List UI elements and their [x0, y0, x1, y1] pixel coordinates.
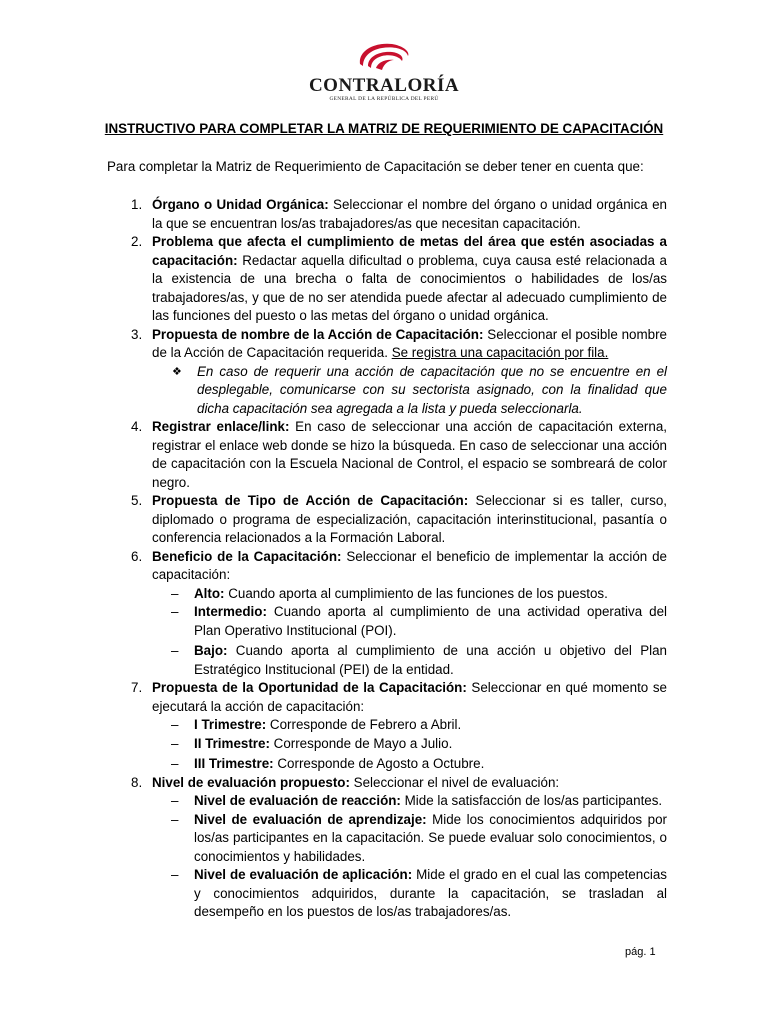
item-label: Nivel de evaluación propuesto:: [152, 774, 350, 790]
item-text: Redactar aquella dificultad o problema, cuya causa esté relacionada a la existencia de una brecha o falta de conocimientos o habilidades de los/as trabajadores/as, y que de no ser atendida puede afectar al adecuado cumplimiento de las funciones del puesto o las metas del órgano o unidad orgánica.: [152, 252, 667, 323]
item-body: [152, 679, 667, 774]
item-label: Beneficio de la Capacitación:: [152, 548, 342, 564]
contraloria-emblem-icon: [354, 40, 414, 74]
item-text: Seleccionar si es taller, curso, diplomado o programa de especialización, capacitación interinstitucional, pasantía o conferencia relacionados a la Formación Laboral.: [152, 493, 668, 545]
item-underlined-text: Se registra una capacitación por fila.: [391, 345, 609, 360]
sub-item: [171, 735, 667, 754]
sub-item: [171, 716, 667, 735]
sub-item-text: Mide el grado en el cual las competencias y conocimientos adquiridos, durante la capacitación, se trasladan al desempeño en los puestos de los/as trabajadores/as.: [194, 867, 668, 919]
item-text: Seleccionar el nivel de evaluación:: [349, 774, 560, 790]
item-number: 5.: [131, 493, 143, 508]
item-label: Propuesta de la Oportunidad de la Capacitación:: [152, 680, 467, 695]
sub-item-label: III Trimestre:: [194, 756, 274, 771]
item-number: 3.: [131, 326, 143, 342]
contraloria-logo: [0, 40, 768, 103]
item-label: Problema que afecta el cumplimiento de metas del área que estén asociadas a capacitación:: [152, 234, 667, 268]
sub-item: [171, 792, 667, 811]
item-text: Seleccionar el nombre del órgano o unidad orgánica en la que se encuentran los/as trabajadores/as que necesitan capacitación.: [152, 197, 667, 231]
sub-item-label: I Trimestre:: [194, 717, 267, 732]
instructions-list: [107, 196, 667, 922]
sub-item-text: Mide los conocimientos adquiridos por los/as participantes en la capacitación. Se puede evaluar solo conocimientos, o conocimientos y habilidades.: [194, 811, 667, 864]
item-number: 7.: [131, 680, 143, 695]
logo-name: CONTRALORÍA: [308, 75, 460, 96]
logo-subtitle: GENERAL DE LA REPÚBLICA DEL PERÚ: [329, 96, 439, 102]
item-text: En caso de seleccionar una acción de capacitación externa, registrar el enlace web donde se hizo la búsqueda. En caso de seleccionar una acción de capacitación con la Escuela Nacional de Control, el espacio se sombreará de color negro.: [152, 419, 667, 490]
dash-bullet: –: [171, 604, 179, 619]
item-label: Registrar enlace/link:: [152, 419, 290, 434]
list-item: [107, 326, 667, 419]
sub-item-text: Corresponde de Febrero a Abril.: [266, 717, 462, 732]
dash-bullet: –: [171, 811, 179, 827]
note-text: En caso de requerir una acción de capacitación que no se encuentre en el desplegable, comunicarse con su sectorista asignado, con la finalidad que dicha capacitación sea agregada a la lista y pueda seleccionarla.: [197, 363, 667, 416]
list-item: [107, 233, 667, 326]
dash-bullet: –: [171, 867, 179, 882]
sub-item-label: Nivel de evaluación de reacción:: [194, 793, 401, 808]
item-body: [152, 418, 667, 492]
item-body: [152, 326, 667, 419]
list-item: [107, 679, 667, 774]
list-item: [107, 196, 667, 233]
dash-bullet: –: [171, 756, 179, 771]
sub-item-label: Nivel de evaluación de aplicación:: [194, 867, 413, 882]
sub-item: [171, 811, 667, 867]
item-number: 1.: [131, 197, 143, 212]
item-number: 8.: [131, 774, 143, 790]
sub-item: [171, 603, 667, 640]
item-body: [152, 548, 667, 680]
item-body: [152, 233, 667, 326]
item-number: 6.: [131, 548, 143, 564]
sub-item: [171, 585, 667, 604]
list-item: [107, 548, 667, 680]
list-item: [107, 492, 667, 548]
intro-paragraph: Para completar la Matriz de Requerimiento de Capacitación se deber tener en cuenta que:: [107, 159, 644, 174]
dash-bullet: –: [171, 643, 179, 658]
item-label: Propuesta de nombre de la Acción de Capacitación:: [152, 326, 484, 342]
item-body: [152, 774, 667, 922]
item-body: [152, 196, 667, 233]
dash-bullet: –: [171, 585, 179, 601]
sub-item-text: Cuando aporta al cumplimiento de una acción u objetivo del Plan Estratégico Institucional (PEI) de la entidad.: [194, 643, 667, 677]
sub-item-text: Cuando aporta al cumplimiento de una actividad operativa del Plan Operativo Institucional (POI).: [194, 604, 667, 638]
sub-item: [171, 755, 667, 774]
sub-item-text: Corresponde de Mayo a Julio.: [269, 735, 453, 751]
list-item: [107, 418, 667, 492]
item-label: Órgano o Unidad Orgánica:: [152, 197, 329, 212]
list-item: [107, 774, 667, 922]
dash-bullet: –: [171, 717, 179, 732]
item-text: Seleccionar el beneficio de implementar la acción de capacitación:: [152, 548, 668, 582]
sub-item-label: Alto:: [194, 585, 225, 601]
diamond-bullet-icon: ❖: [172, 365, 182, 378]
page-number: pág. 1: [625, 946, 656, 958]
item-text: Seleccionar en qué momento se ejecutará la acción de capacitación:: [152, 680, 667, 714]
note: [172, 363, 667, 419]
sub-item: [171, 642, 667, 679]
sub-item-label: Nivel de evaluación de aprendizaje:: [194, 811, 427, 827]
sub-item-label: Bajo:: [194, 643, 228, 658]
dash-bullet: –: [171, 793, 179, 808]
sub-item: [171, 866, 667, 922]
item-label: Propuesta de Tipo de Acción de Capacitación:: [152, 493, 469, 508]
sub-item-label: II Trimestre:: [194, 735, 270, 751]
sub-item-text: Mide la satisfacción de los/as participantes.: [400, 793, 663, 808]
item-number: 2.: [131, 234, 143, 249]
item-number: 4.: [131, 419, 143, 434]
dash-bullet: –: [171, 735, 179, 751]
sub-item-label: Intermedio:: [194, 604, 267, 619]
item-body: [152, 492, 667, 548]
sub-item-text: Cuando aporta al cumplimiento de las funciones de los puestos.: [224, 585, 608, 601]
document-title: INSTRUCTIVO PARA COMPLETAR LA MATRIZ DE REQUERIMIENTO DE CAPACITACIÓN: [104, 121, 664, 136]
sub-item-text: Corresponde de Agosto a Octubre.: [273, 756, 485, 771]
item-text: Seleccionar el posible nombre de la Acción de Capacitación requerida.: [152, 326, 667, 360]
